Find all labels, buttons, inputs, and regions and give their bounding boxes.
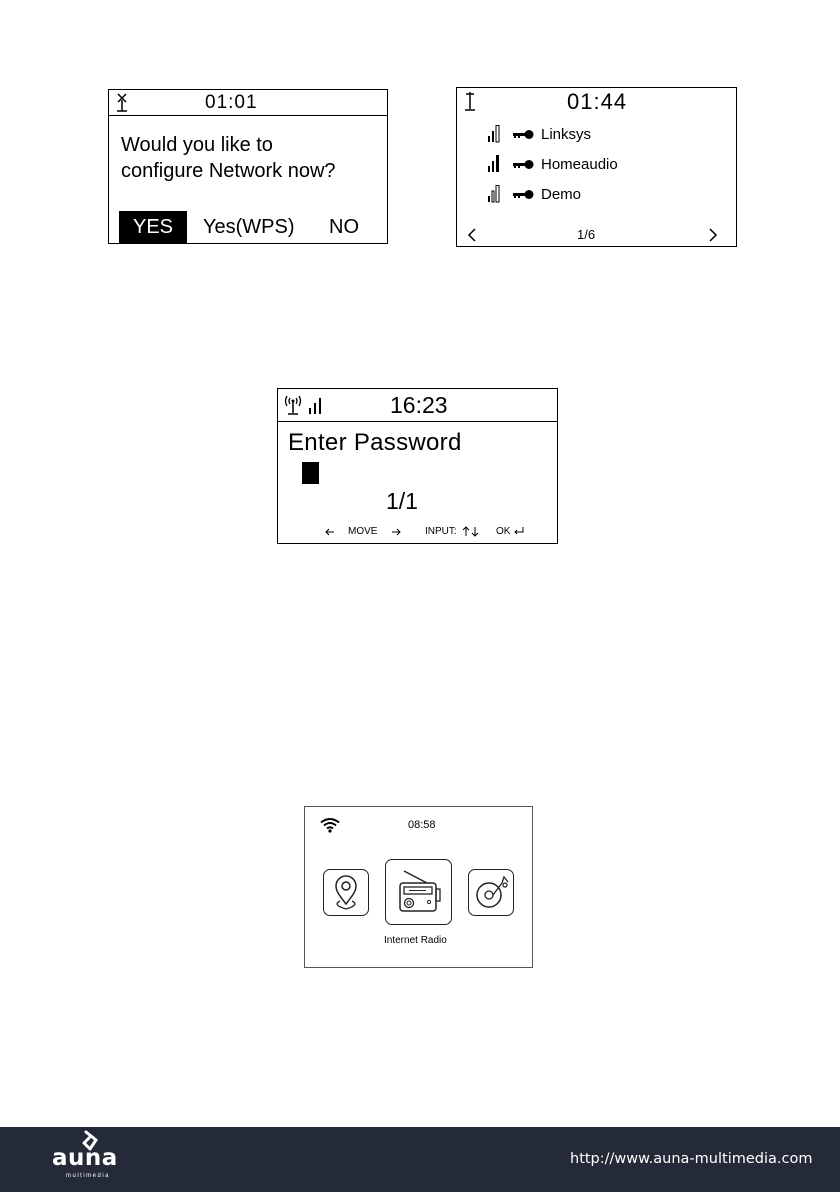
ok-hint: OK [496,526,511,537]
network-name: Linksys [541,126,592,143]
footer-bar [0,1127,840,1192]
question-line-2: configure Network now? [121,160,336,182]
status-bar [109,90,387,116]
clock: 08:58 [408,819,436,831]
brand-subtitle: multimedia [66,1173,111,1179]
antenna-icon [464,92,476,112]
turntable-icon [472,873,510,913]
key-icon [513,160,535,170]
arrow-left-icon [325,528,335,536]
clock: 16:23 [390,392,448,418]
network-config-screen [108,89,388,244]
radio-icon [394,867,444,917]
question-line-1: Would you like to [121,134,273,156]
brand-logo: auna [52,1145,118,1171]
network-list-screen [456,87,737,247]
screen-title: Enter Password [288,429,462,456]
no-signal-antenna-icon [115,93,129,113]
clock: 01:44 [567,89,628,114]
input-hint: INPUT: [425,526,457,537]
signal-strength-icon [308,397,324,415]
page-indicator: 1/1 [386,488,418,514]
chevron-right-icon[interactable] [708,228,718,242]
text-cursor[interactable] [302,462,319,484]
arrow-right-icon [391,528,401,536]
no-option[interactable]: NO [329,216,359,238]
page-indicator: 1/6 [577,227,596,242]
enter-icon [514,527,524,535]
key-icon [513,130,535,140]
password-screen [277,388,558,544]
yes-option[interactable]: YES [119,211,187,243]
arrow-up-down-icon [461,526,481,537]
location-pin-icon [329,874,363,912]
selected-item-label: Internet Radio [384,935,447,946]
chevron-left-icon[interactable] [467,228,477,242]
clock: 01:01 [205,92,258,113]
media-tile[interactable] [468,869,514,916]
key-icon [513,190,535,200]
location-tile[interactable] [323,869,369,916]
status-bar [278,389,557,422]
home-menu-screen [304,806,533,968]
signal-strength-icon [487,154,501,173]
website-url[interactable]: http://www.auna-multimedia.com [570,1151,813,1167]
wifi-antenna-icon [283,394,303,416]
internet-radio-tile[interactable] [385,859,452,925]
move-hint: MOVE [348,526,378,537]
wifi-icon [320,817,340,833]
signal-strength-icon [487,124,501,143]
network-name: Demo [541,186,582,203]
network-name: Homeaudio [541,156,618,173]
yes-wps-option[interactable]: Yes(WPS) [203,216,295,238]
signal-strength-icon [487,184,501,203]
